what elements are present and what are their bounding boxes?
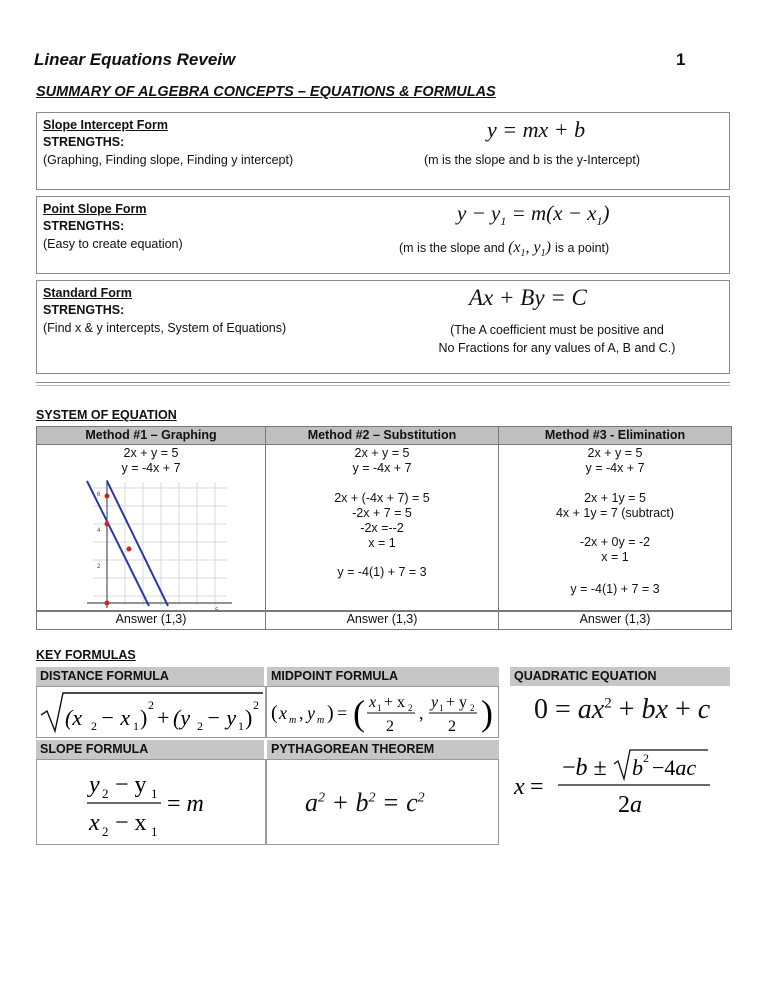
svg-text:x: x	[369, 694, 377, 711]
equation: y = -4x + 7	[121, 461, 181, 475]
strengths-desc: (Find x & y intercepts, System of Equations)	[43, 321, 287, 335]
svg-text:y: y	[307, 703, 315, 723]
svg-text:=: =	[337, 703, 348, 723]
form-note: (m is the slope and b is the y-Intercept)	[423, 153, 641, 167]
pythagorean-formula: $a^2 + b^2 = c^2$	[305, 788, 425, 817]
svg-text:1: 1	[133, 719, 139, 733]
strengths-desc: (Graphing, Finding slope, Finding y intercept)	[43, 153, 294, 167]
distance-formula-header: DISTANCE FORMULA	[36, 667, 264, 686]
svg-text:(y: (y	[173, 705, 191, 730]
equation: 2x + y = 5	[123, 446, 179, 460]
midpoint-formula-header: MIDPOINT FORMULA	[267, 667, 499, 686]
method-1-answer: Answer (1,3)	[36, 611, 266, 630]
back-substitution: y = -4(1) + 7 = 3	[570, 582, 660, 596]
svg-text:m: m	[317, 715, 325, 726]
svg-text:x: x	[279, 703, 287, 723]
svg-text:− y: − y	[115, 772, 147, 798]
svg-text:(: (	[353, 693, 365, 733]
slope-formula	[37, 760, 265, 844]
divider	[36, 382, 730, 386]
slope-formula-cell	[36, 759, 266, 845]
svg-text:1: 1	[151, 824, 158, 839]
svg-text:1: 1	[238, 719, 244, 733]
quadratic-formula-cell	[500, 740, 730, 845]
graph-plot	[37, 478, 265, 614]
svg-text:(: (	[271, 702, 278, 724]
svg-text:1: 1	[151, 786, 158, 801]
svg-text:− x: − x	[100, 705, 131, 730]
point-slope-formula: $y - y_1 = m(x - x_1)$	[457, 201, 610, 229]
step: -2x + 0y = -2	[579, 535, 651, 549]
strengths-label: STRENGTHS:	[43, 303, 125, 317]
step: -2x + 7 = 5	[352, 506, 412, 520]
point-origin	[105, 601, 110, 606]
svg-text:): )	[481, 693, 493, 733]
strengths-label: STRENGTHS:	[43, 135, 125, 149]
method-3-answer: Answer (1,3)	[498, 611, 732, 630]
svg-text:2: 2	[448, 718, 456, 735]
point-y-intercept-7	[105, 494, 110, 499]
form-note: No Fractions for any values of A, B and C.)	[438, 341, 676, 355]
svg-text:2: 2	[102, 786, 109, 801]
system-title: SYSTEM OF EQUATION	[36, 408, 177, 422]
summary-title: SUMMARY OF ALGEBRA CONCEPTS – EQUATIONS & FORMULAS	[36, 84, 496, 100]
step: 2x + (-4x + 7) = 5	[334, 491, 430, 505]
step: 2x + 1y = 5	[584, 491, 646, 505]
back-substitution: y = -4(1) + 7 = 3	[337, 565, 427, 579]
form-name: Slope Intercept Form	[43, 118, 169, 132]
midpoint-formula	[267, 687, 499, 737]
key-formulas-title: KEY FORMULAS	[36, 648, 136, 662]
point-intersection	[127, 547, 132, 552]
svg-text:): )	[327, 702, 334, 724]
step: 4x + 1y = 7 (subtract)	[555, 506, 675, 520]
svg-text:− x: − x	[115, 810, 147, 836]
point-y-intercept-5	[105, 522, 110, 527]
pythagorean-cell	[266, 759, 499, 845]
svg-text:b: b	[632, 755, 643, 780]
svg-text:): )	[140, 705, 148, 730]
svg-text:): )	[245, 705, 253, 730]
quadratic-formula	[500, 740, 730, 840]
method-1-body	[36, 444, 266, 614]
pythagorean-header: PYTHAGOREAN THEOREM	[267, 740, 499, 759]
tick-label: 2	[97, 564, 101, 570]
standard-form-formula: Ax + By = C	[469, 285, 587, 310]
svg-text:−4ac: −4ac	[652, 755, 697, 780]
equation: y = -4x + 7	[585, 461, 645, 475]
svg-text:2: 2	[102, 824, 109, 839]
tick-label: 5	[215, 608, 219, 614]
equation: 2x + y = 5	[587, 446, 643, 460]
svg-text:2: 2	[408, 703, 413, 713]
svg-text:2: 2	[386, 718, 394, 735]
method-3-header: Method #3 - Elimination	[498, 426, 732, 445]
equation: 2x + y = 5	[354, 446, 410, 460]
step: x = 1	[368, 536, 396, 550]
document-title: Linear Equations Reveiw	[34, 50, 236, 69]
slope-intercept-formula: y = mx + b	[487, 117, 586, 142]
method-2-body	[265, 444, 499, 611]
method-3-body	[498, 444, 732, 611]
form-note: (m is the slope and ($x_1$, $y_1$) is a point)	[399, 239, 610, 260]
svg-text:x: x	[514, 774, 525, 800]
svg-text:2: 2	[470, 703, 475, 713]
line-y-minus-4x-plus-7	[107, 481, 168, 606]
svg-text:2: 2	[91, 719, 97, 733]
svg-text:−b ±: −b ±	[562, 755, 607, 781]
form-name: Standard Form	[43, 286, 132, 300]
tick-label: 4	[97, 528, 101, 534]
method-2-header: Method #2 – Substitution	[265, 426, 499, 445]
svg-text:1: 1	[377, 703, 382, 713]
line-2x-plus-y-5	[87, 481, 149, 606]
distance-formula-cell	[36, 686, 266, 738]
distance-formula	[37, 687, 265, 737]
form-name: Point Slope Form	[43, 202, 147, 216]
slope-intercept-box	[36, 112, 730, 190]
svg-text:x: x	[89, 810, 100, 836]
quadratic-equation-cell	[500, 686, 730, 738]
svg-text:2: 2	[253, 698, 259, 712]
svg-text:y: y	[89, 772, 100, 798]
svg-text:+ x: + x	[384, 694, 406, 711]
page-number: 1	[676, 50, 686, 69]
svg-text:+: +	[157, 705, 170, 730]
point-slope-box	[36, 196, 730, 274]
svg-text:,: ,	[299, 703, 304, 723]
strengths-desc: (Easy to create equation)	[43, 237, 183, 251]
equation: y = -4x + 7	[352, 461, 412, 475]
svg-text:=: =	[530, 774, 544, 800]
strengths-label: STRENGTHS:	[43, 219, 125, 233]
step: x = 1	[601, 550, 629, 564]
method-2-answer: Answer (1,3)	[265, 611, 499, 630]
svg-text:= m: = m	[167, 791, 204, 817]
svg-text:,: ,	[419, 703, 424, 723]
tick-label: 6	[97, 492, 101, 498]
step: -2x =--2	[360, 521, 404, 535]
svg-text:1: 1	[439, 703, 444, 713]
quadratic-equation-header: QUADRATIC EQUATION	[510, 667, 730, 686]
svg-text:2: 2	[197, 719, 203, 733]
form-note: (The A coefficient must be positive and	[450, 323, 664, 337]
svg-text:y: y	[431, 694, 439, 711]
quadratic-equation: $0 = ax^2$ + bx + c	[534, 694, 711, 725]
standard-form-box	[36, 280, 730, 374]
slope-formula-header: SLOPE FORMULA	[36, 740, 264, 759]
svg-text:2: 2	[148, 698, 154, 712]
svg-text:+ y: + y	[446, 694, 468, 711]
svg-text:m: m	[289, 715, 297, 726]
method-1-header: Method #1 – Graphing	[36, 426, 266, 445]
svg-text:2a: 2a	[618, 792, 642, 818]
svg-text:− y: − y	[206, 705, 237, 730]
midpoint-formula-cell	[266, 686, 499, 738]
svg-text:(x: (x	[65, 705, 83, 730]
svg-text:2: 2	[643, 751, 649, 765]
